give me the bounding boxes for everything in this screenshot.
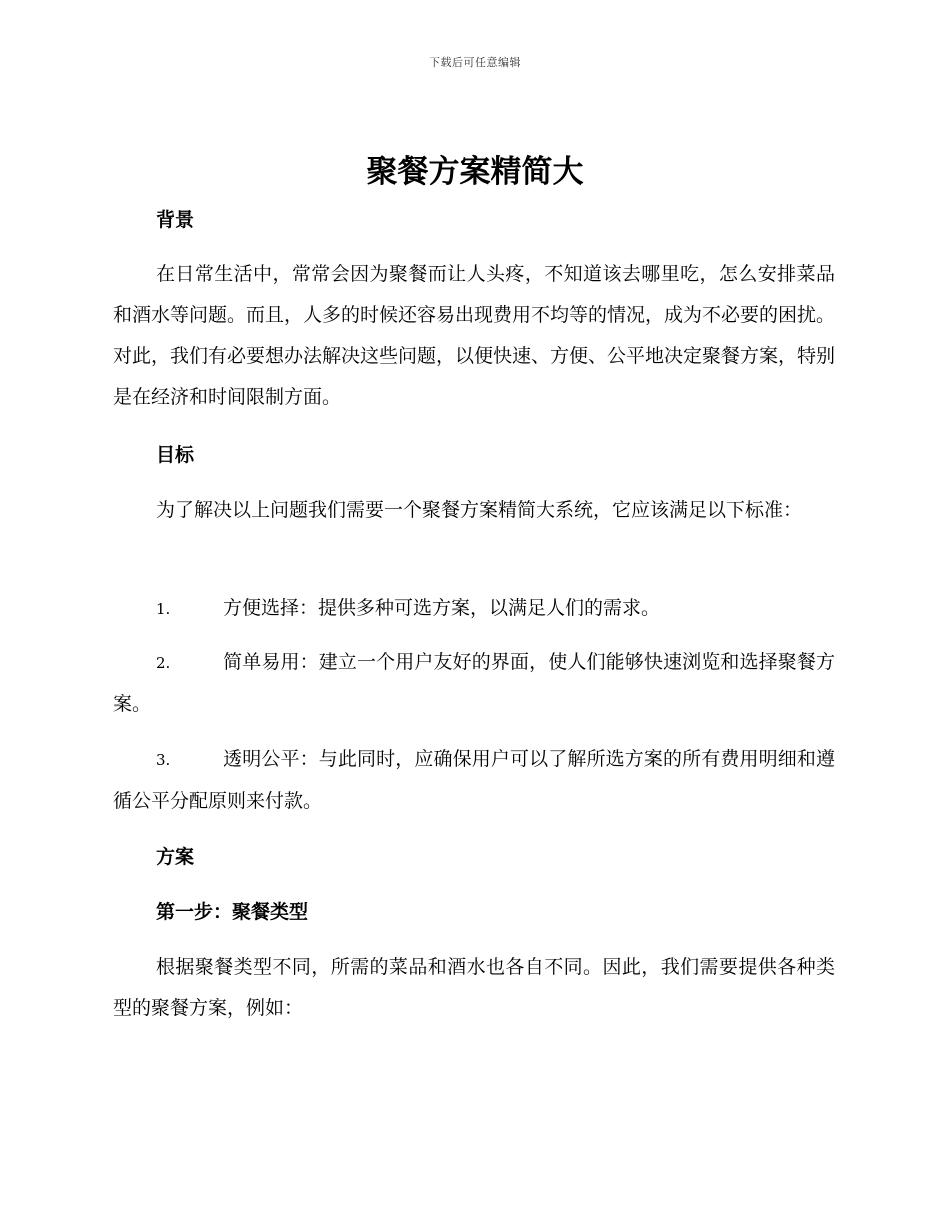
section-heading-background: 背景 — [156, 209, 195, 231]
section-heading-goals: 目标 — [156, 444, 195, 466]
list-item — [113, 588, 835, 630]
list-item — [113, 642, 835, 725]
list-item-text: 简单易用：建立一个用户友好的界面，使人们能够快速浏览和选择聚餐方案。 — [113, 651, 835, 715]
list-item-text: 透明公平：与此同时，应确保用户可以了解所选方案的所有费用明细和遵循公平分配原则来付款。 — [113, 748, 835, 812]
section-heading-plan: 方案 — [156, 846, 195, 868]
list-item-text: 方便选择：提供多种可选方案，以满足人们的需求。 — [223, 597, 661, 619]
document-title: 聚餐方案精简大 — [366, 154, 584, 190]
list-item-number: 1. — [156, 600, 171, 618]
list-item-number: 2. — [156, 654, 171, 672]
list-item-number: 3. — [156, 751, 171, 769]
step-heading: 第一步：聚餐类型 — [156, 901, 309, 923]
list-item — [113, 739, 835, 822]
background-paragraph: 在日常生活中，常常会因为聚餐而让人头疼，不知道该去哪里吃，怎么安排菜品和酒水等问题。而且，人多的时候还容易出现费用不均等的情况，成为不必要的困扰。对此，我们有必要想办法解决这些问题，以便快速、方便、公平地决定聚餐方案，特别是在经济和时间限制方面。 — [113, 263, 836, 408]
step-paragraph: 根据聚餐类型不同，所需的菜品和酒水也各自不同。因此，我们需要提供各种类型的聚餐方案，例如： — [113, 956, 835, 1019]
page-header: 下载后可任意编辑 — [429, 56, 521, 69]
goals-paragraph: 为了解决以上问题我们需要一个聚餐方案精简大系统，它应该满足以下标准： — [156, 499, 803, 521]
